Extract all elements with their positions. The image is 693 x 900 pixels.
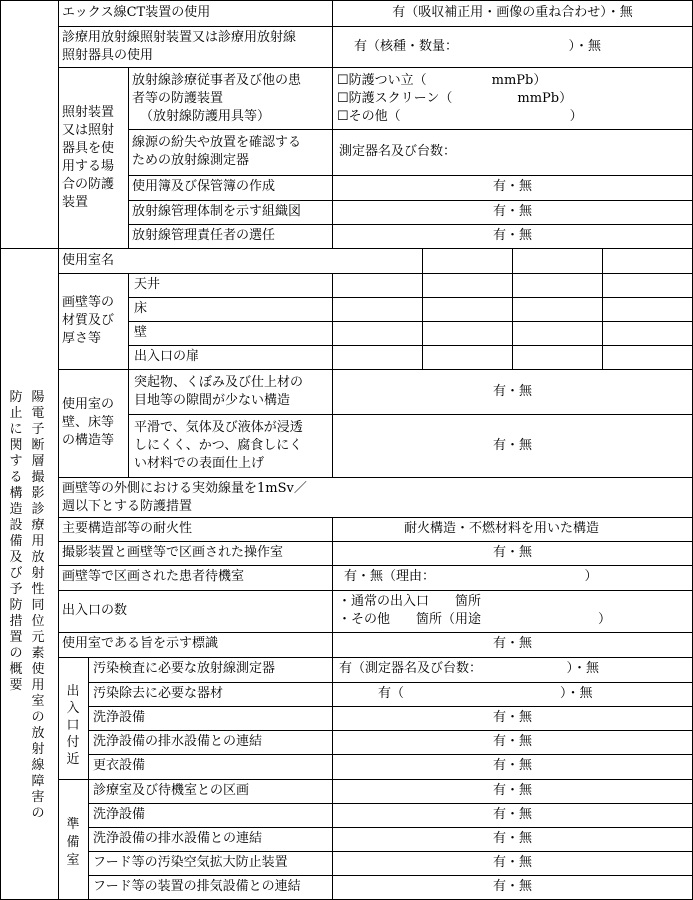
waiting-room-value[interactable]: 有・無（理由： ） [344,569,598,584]
entrance-row5-label: 更衣設備 [93,758,146,773]
structure-row2-value[interactable]: 有・無 [492,438,532,453]
entrance-row1-label: 汚染検査に必要な放射線測定器 [93,661,276,676]
structure-row2-label-1: 平滑で、気体及び液体が浸透 [134,420,303,435]
entrance-area-label: 出入口付近 [66,684,80,767]
operation-room-value[interactable]: 有・無 [492,545,532,560]
wall-item-wall: 壁 [134,325,148,340]
wall-item-ceiling: 天井 [134,277,161,292]
prep-row2-value[interactable]: 有・無 [492,807,532,822]
entrance-row3-value[interactable]: 有・無 [492,710,532,725]
wall-item-door: 出入口の扉 [134,349,200,364]
shield-option-screen-stand[interactable]: ☐防護つい立（ mmPb） [337,73,547,88]
org-label: 放射線管理体制を示す組織図 [132,204,302,219]
section2-title-col2: 防止に関する構造設備及び予防措置の概要 [9,390,23,693]
meter-label-2: ための放射線測定器 [132,153,250,168]
manager-value[interactable]: 有・無 [492,228,532,243]
meter-label-1: 線源の紛失や放置を確認する [132,135,302,150]
entrance-row3-label: 洗浄設備 [93,710,146,725]
prep-row5-label: フード等の装置の排気設備との連結 [93,879,301,894]
wall-item-floor: 床 [134,301,148,316]
structure-row1-label-1: 突起物、くぼみ及び仕上材の [134,375,304,390]
diag-device-label-2: 照射器具の使用 [62,48,154,63]
entrance-row4-value[interactable]: 有・無 [492,734,532,749]
fireproof-value[interactable]: 耐火構造・不燃材料を用いた構造 [404,521,600,536]
entrance-row1-value[interactable]: 有（測定器名及び台数： ）・無 [339,661,600,676]
meter-value[interactable]: 測定器名及び台数： [339,144,457,159]
books-value[interactable]: 有・無 [492,179,532,194]
entrances-other[interactable]: ・その他 箇所（用途 ） [338,612,612,627]
prep-row3-label: 洗浄設備の排水設備との連結 [93,831,263,846]
waiting-room-label: 画壁等で区画された患者待機室 [62,569,245,584]
diag-device-label-1: 診療用放射線照射装置又は診療用放射線 [62,30,297,45]
entrance-row2-label: 汚染除去に必要な器材 [93,686,224,701]
entrance-row4-label: 洗浄設備の排水設備との連結 [93,734,263,749]
fireproof-label: 主要構造部等の耐火性 [62,521,193,536]
prep-room-label: 準備室 [66,817,80,868]
structure-row1-label-2: 目地等の隙間が少ない構造 [134,393,291,408]
manager-label: 放射線管理責任者の選任 [132,228,276,243]
prep-row3-value[interactable]: 有・無 [492,831,532,846]
prep-row2-label: 洗浄設備 [93,807,146,822]
shield-option-other[interactable]: ☐その他（ ） [337,109,583,124]
books-label: 使用簿及び保管簿の作成 [132,179,276,194]
section2-title-col1: 陽電子断層撮影診療用放射性同位元素使用室の放射線障害の [31,390,45,821]
dose-label-2: 週以下とする防護措置 [62,499,193,514]
dose-label-1: 画壁等の外側における実効線量を1mSv／ [62,481,307,496]
xray-ct-label: エックス線CT装置の使用 [62,5,211,20]
prep-row5-value[interactable]: 有・無 [492,879,532,894]
shield-option-screen[interactable]: ☐防護スクリーン（ mmPb） [337,91,573,106]
prep-row4-label: フード等の汚染空気拡大防止装置 [93,855,288,870]
operation-room-label: 撮影装置と画壁等で区画された操作室 [62,545,284,560]
structure-row1-value[interactable]: 有・無 [492,384,532,399]
diag-device-value[interactable]: 有（核種・数量： ）・無 [354,39,602,54]
sign-label: 使用室である旨を示す標識 [62,636,219,651]
xray-ct-value[interactable]: 有（吸収補正用・画像の重ね合わせ）・無 [392,5,633,20]
entrance-row5-value[interactable]: 有・無 [492,758,532,773]
entrances-label: 出入口の数 [62,603,128,618]
room-name-label: 使用室名 [62,253,115,268]
prep-row1-value[interactable]: 有・無 [492,783,532,798]
structure-row2-label-2: しにくく、かつ、腐食しにく [134,438,303,453]
structure-row2-label-3: い材料での表面仕上げ [134,456,265,471]
entrance-row2-value[interactable]: 有（ ）・無 [378,686,593,701]
prep-row1-label: 診療室及び待機室との区画 [93,783,250,798]
prep-row4-value[interactable]: 有・無 [492,855,532,870]
org-value[interactable]: 有・無 [492,204,532,219]
entrances-normal[interactable]: ・通常の出入口 箇所 [338,594,482,609]
sign-value[interactable]: 有・無 [492,636,532,651]
